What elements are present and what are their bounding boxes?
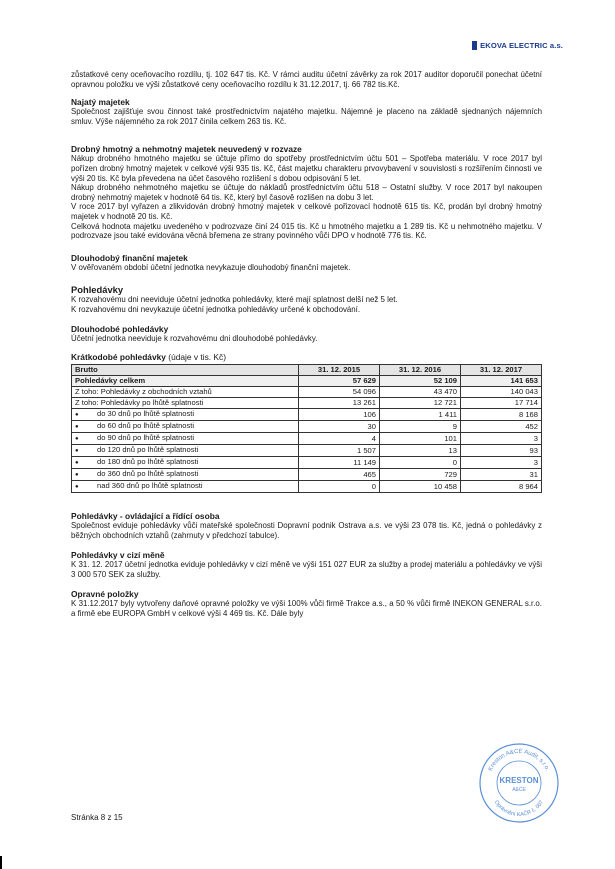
dlouhodobe-paragraph: Účetní jednotka neeviduje k rozvahovému dni dlouhodobé pohledávky. (71, 333, 318, 343)
table-row (72, 445, 542, 457)
bullet-icon: ● (75, 472, 79, 479)
row-value: 465 (299, 469, 380, 481)
row-label (72, 409, 299, 421)
section-title-najaty: Najatý majetek (71, 97, 130, 108)
opravne-paragraph: K 31.12.2017 byly vytvořeny daňové opravné položky ve výši 100% vůči firmě Trakce a.s., a 50 % vůči firmě INEKON GENERAL s.r.o. a firmě ebe EUROPA GmbH v celkové výši 4 469 tis. Kč. Dále byly (71, 599, 542, 619)
row-value: 11 149 (299, 457, 380, 469)
pohledavky-line-1: K rozvahovému dni neeviduje účetní jednotka pohledávky, které mají splatnost delší než 5 let. (71, 295, 398, 305)
header-2017: 31. 12. 2017 (461, 365, 542, 376)
row-value: 12 721 (380, 398, 461, 409)
row-value: 3 (461, 457, 542, 469)
row-value: 13 261 (299, 398, 380, 409)
section-title-opravne: Opravné položky (71, 589, 139, 600)
intro-paragraph: zůstatkové ceny oceňovacího rozdílu, tj. 102 647 tis. Kč. V rámci auditu účetní závěrky za rok 2017 auditor doporučil ponechat účetní opravnou položku ve výši zůstatkové ceny oceňovacího rozdílu k 31.12.2017, tj. 66 782 tis.Kč. (71, 70, 542, 89)
bullet-icon: ● (75, 484, 79, 491)
row-label-text: Z toho: Pohledávky po lhůtě splatnosti (75, 398, 204, 408)
table-row (72, 398, 542, 409)
row-value: 452 (461, 421, 542, 433)
row-label (72, 481, 299, 493)
brand-logo-icon (472, 41, 477, 50)
stamp-brand: KRESTON (499, 776, 539, 785)
section-title-drobny: Drobný hmotný a nehmotný majetek neuvedený v rozvaze (71, 144, 302, 155)
stamp-brand-sub: A&CE (512, 787, 526, 793)
table-row (72, 481, 542, 493)
table-header-row (72, 365, 542, 376)
scan-margin-mark (0, 856, 2, 869)
drobny-paragraph-4: Celková hodnota majetku uvedeného v podrozvaze činí 24 015 tis. Kč u hmotného majetku a 1 289 tis. Kč u nehmotného majetku. V podrozvaze jsou také evidována věcná břemena ze strany povinného vůči DPO v hodnotě 776 tis. Kč. (71, 221, 542, 241)
bullet-icon: ● (75, 460, 79, 467)
cizi-paragraph: K 31. 12. 2017 účetní jednotka eviduje pohledávky v cizí měně ve výši 151 027 EUR za služby a prodej materiálu a pohledávky ve výši 3 000 570 SEK za služby. (71, 560, 542, 579)
section-title-financni: Dlouhodobý finanční majetek (71, 252, 188, 263)
drobny-paragraph-3: V roce 2017 byl vyřazen a zlikvidován drobný hmotný majetek v celkové pořizovací hodnotě 615 tis. Kč, prodán byl drobný hmotný majetek v hodnotě 20 tis. Kč. (71, 202, 542, 221)
table-body (72, 376, 542, 493)
header-brutto: Brutto (72, 365, 299, 376)
bullet-icon: ● (75, 424, 79, 431)
row-value: 0 (299, 481, 380, 493)
row-label-text: do 360 dnů po lhůtě splatnosti (97, 469, 199, 479)
row-value: 140 043 (461, 387, 542, 398)
drobny-paragraph-1: Nákup drobného hmotného majetku se účtuje přímo do spotřeby prostřednictvím účtu 501 – Spotřeba materiálu. V roce 2017 byl pořízen drobný hmotný majetek v celkové výši 935 tis. Kč, část majetku charakteru prvovybavení v souvislosti s rozšířením činnosti ve výši 20 tis. Kč byla převedena na účet časového rozlišení s dobou odpisování 5 let. (71, 154, 542, 183)
table-row (72, 409, 542, 421)
row-value: 9 (380, 421, 461, 433)
row-label-text: do 120 dnů po lhůtě splatnosti (97, 445, 199, 455)
row-value: 4 (299, 433, 380, 445)
brand-name: EKOVA ELECTRIC a.s. (480, 41, 563, 50)
row-label-text: do 180 dnů po lhůtě splatnosti (97, 457, 199, 467)
row-value: 93 (461, 445, 542, 457)
row-value: 57 629 (299, 376, 380, 387)
row-value: 52 109 (380, 376, 461, 387)
page-number: Stránka 8 z 15 (71, 813, 123, 822)
receivables-table (71, 364, 542, 493)
row-value: 3 (461, 433, 542, 445)
table-row (72, 469, 542, 481)
bullet-icon: ● (75, 412, 79, 419)
row-value: 141 653 (461, 376, 542, 387)
table-row (72, 433, 542, 445)
row-value: 1 411 (380, 409, 461, 421)
row-value: 54 096 (299, 387, 380, 398)
pohledavky-line-2: K rozvahovému dni nevykazuje účetní jednotka pohledávky určené k obchodování. (71, 304, 361, 314)
section-title-dlouhodobe: Dlouhodobé pohledávky (71, 323, 169, 334)
row-value: 10 458 (380, 481, 461, 493)
row-label-text: do 30 dnů po lhůtě splatnosti (97, 409, 195, 419)
row-value: 13 (380, 445, 461, 457)
bullet-icon: ● (75, 436, 79, 443)
row-label-text: Z toho: Pohledávky z obchodních vztahů (75, 387, 212, 397)
ovladajici-paragraph: Společnost eviduje pohledávky vůči mateřské společnosti Dopravní podnik Ostrava a.s. ve výši 23 078 tis. Kč, jedná o pohledávky z běžných obchodních vztahů (zahrnuty v předchozí tabulce). (71, 521, 542, 540)
stamp-bottom-text: Oprávnění KAČR č. 007 (492, 799, 546, 819)
row-value: 1 507 (299, 445, 380, 457)
table-row (72, 376, 542, 387)
row-value: 17 714 (461, 398, 542, 409)
table-row (72, 457, 542, 469)
header-2015: 31. 12. 2015 (299, 365, 380, 376)
table-row (72, 421, 542, 433)
row-value: 106 (299, 409, 380, 421)
bullet-icon: ● (75, 448, 79, 455)
row-label-text: do 90 dnů po lhůtě splatnosti (97, 433, 195, 443)
row-label (72, 398, 299, 409)
row-value: 8 964 (461, 481, 542, 493)
header-2016: 31. 12. 2016 (380, 365, 461, 376)
row-label (72, 421, 299, 433)
row-value: 8 168 (461, 409, 542, 421)
najaty-paragraph: Společnost zajišťuje svou činnost také prostřednictvím najatého majetku. Nájemné je placeno na základě sjednaných nájemních smluv. Výše nájemného za rok 2017 činila celkem 263 tis. Kč. (71, 107, 542, 126)
section-title-pohledavky: Pohledávky (71, 284, 124, 296)
table-row (72, 387, 542, 398)
row-label-text: do 60 dnů po lhůtě splatnosti (97, 421, 195, 431)
financni-paragraph: V ověřovaném období účetní jednotka nevykazuje dlouhodobý finanční majetek. (71, 262, 351, 272)
row-label-text: nad 360 dnů po lhůtě splatnosti (97, 481, 203, 491)
company-header (472, 41, 563, 50)
row-value: 101 (380, 433, 461, 445)
row-label (72, 445, 299, 457)
document-body (71, 70, 542, 619)
section-title-kratkodobe (71, 352, 542, 362)
row-value: 729 (380, 469, 461, 481)
row-value: 30 (299, 421, 380, 433)
row-label (72, 469, 299, 481)
stamp-top-text: Kreston A&CE Audit, s.r.o. (487, 748, 551, 773)
row-label (72, 376, 299, 387)
drobny-paragraph-2: Nákup drobného nehmotného majetku se účtuje do nákladů prostřednictvím účtu 518 – Ostatní služby. V roce 2017 byl nakoupen drobný nehmotný majetek v hodnotě 64 tis. Kč, který byl časově rozlišen na dobu 3 let. (71, 183, 542, 202)
kratkodobe-title: Krátkodobé pohledávky (71, 352, 166, 363)
auditor-stamp (478, 742, 560, 824)
section-title-cizi: Pohledávky v cizí měně (71, 550, 165, 561)
row-value: 43 470 (380, 387, 461, 398)
row-label (72, 433, 299, 445)
row-label (72, 457, 299, 469)
row-label-text: Pohledávky celkem (75, 376, 146, 386)
row-value: 31 (461, 469, 542, 481)
row-value: 0 (380, 457, 461, 469)
row-label (72, 387, 299, 398)
kratkodobe-subtitle: (údaje v tis. Kč) (168, 352, 226, 363)
section-title-ovladajici: Pohledávky - ovládající a řídící osoba (71, 511, 220, 522)
